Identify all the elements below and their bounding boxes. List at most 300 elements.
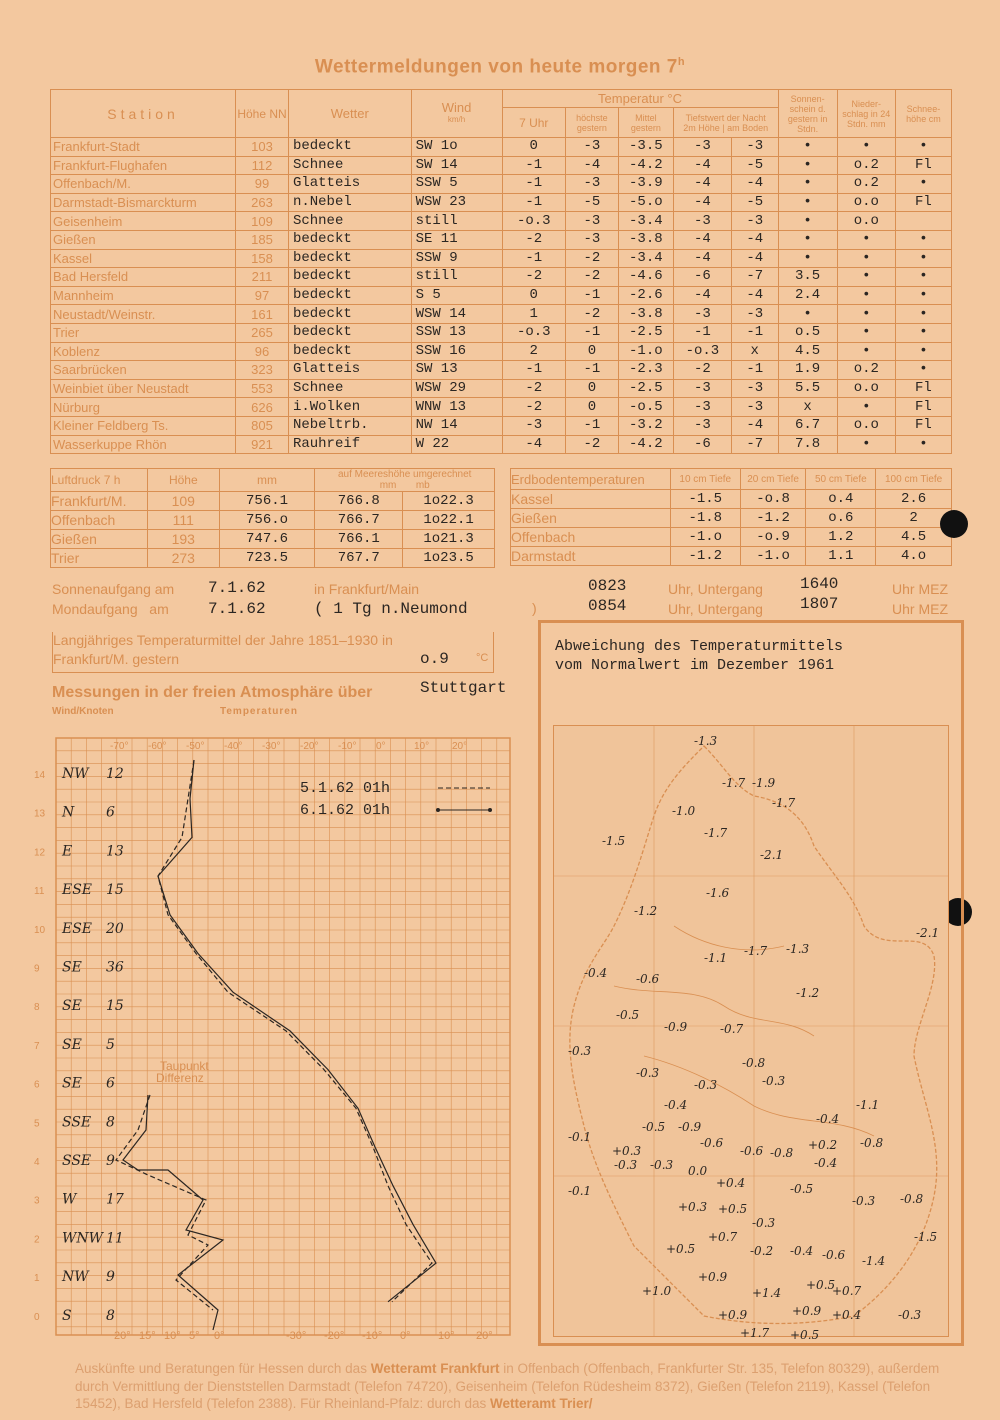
table-row [51, 286, 952, 305]
bottom-tick-label: 0° [400, 1330, 411, 1342]
temp-7uhr: 2 [502, 342, 565, 361]
temp-mittel: -2.6 [618, 286, 673, 305]
temp-mittel: -3.9 [618, 175, 673, 194]
table-row [51, 305, 952, 324]
temp-max: 0 [565, 398, 618, 417]
table-row [51, 492, 495, 511]
map-value: +0.5 [806, 1278, 836, 1292]
map-value: +1.4 [752, 1286, 782, 1300]
top-tick-label: 20° [452, 741, 468, 752]
soil-20cm: -o.8 [740, 490, 806, 509]
dewpoint-curve-5162 [116, 1095, 213, 1310]
station-name: Frankfurt-Flughafen [51, 156, 236, 175]
temp-min-2m: -2 [673, 361, 731, 380]
table-row [51, 230, 952, 249]
top-tick-label: -40° [224, 741, 243, 752]
map-value: -0.4 [814, 1156, 838, 1170]
map-value: -1.5 [602, 834, 626, 848]
atmos-station: Stuttgart [420, 679, 507, 697]
station-height: 111 [147, 511, 219, 530]
bottom-tick-label: -20° [324, 1330, 345, 1342]
weather: Nebeltrb. [288, 416, 411, 435]
wind: SW 1o [411, 138, 502, 157]
pressure-sea-mb: 1o23.5 [403, 549, 495, 568]
sunshine: • [778, 193, 837, 212]
map-value: -1.7 [772, 796, 796, 810]
taupunkt-label: Taupunkt [160, 1059, 209, 1073]
temp-max: -2 [565, 268, 618, 287]
height-label: 3 [34, 1195, 40, 1207]
height-label: 14 [34, 770, 46, 781]
map-value: -1.3 [694, 734, 718, 748]
moonrise-row: Mondaufgang am 7.1.62 ( 1 Tg n.Neumond ) 0854 Uhr, Untergang 1807 Uhr MEZ [52, 595, 948, 618]
weather: bedeckt [288, 323, 411, 342]
map-value: +0.7 [708, 1230, 738, 1244]
map-value: +1.0 [642, 1284, 672, 1298]
snow: Fl [895, 416, 951, 435]
map-of-west-germany [553, 725, 949, 1342]
height-label: 2 [34, 1234, 40, 1246]
map-value: -0.6 [636, 972, 660, 986]
temperature-curve-5162 [158, 760, 432, 1302]
temp-mittel: -1.o [618, 342, 673, 361]
temp-7uhr: -o.3 [502, 212, 565, 231]
wind-speed: 20 [106, 920, 124, 937]
wind: S 5 [411, 286, 502, 305]
col-meereshoehe: auf Meereshöhe umgerechnet mm mb [315, 469, 495, 492]
table-row [51, 398, 952, 417]
precip: • [837, 230, 895, 249]
temp-min-2m: -4 [673, 193, 731, 212]
map-value: +0.3 [612, 1144, 642, 1158]
col-temperatur: Temperatur °C [502, 90, 778, 108]
wind-direction: SSE [62, 1153, 92, 1169]
map-value: +0.5 [666, 1242, 696, 1256]
temp-mittel: -3.4 [618, 249, 673, 268]
temp-min-2m: -1 [673, 323, 731, 342]
snow: • [895, 249, 951, 268]
temp-min-boden: -4 [731, 286, 778, 305]
table-row [51, 156, 952, 175]
soil-100cm: 2 [876, 509, 952, 528]
col-station: Station [51, 90, 236, 138]
map-value: -0.3 [752, 1216, 776, 1230]
temperature-curve-6162 [158, 760, 436, 1302]
snow [895, 212, 951, 231]
table-row [511, 509, 952, 528]
soil-20cm: -1.o [740, 547, 806, 566]
snow: • [895, 361, 951, 380]
temp-min-2m: -4 [673, 230, 731, 249]
sunshine: 4.5 [778, 342, 837, 361]
col-7uhr: 7 Uhr [502, 108, 565, 138]
station-name: Kleiner Feldberg Ts. [51, 416, 236, 435]
map-value: -1.1 [704, 951, 728, 965]
temp-min-boden: -3 [731, 398, 778, 417]
station-name: Weinbiet über Neustadt [51, 379, 236, 398]
snow: • [895, 342, 951, 361]
col-wind: Wind km/h [411, 90, 502, 138]
map-panel [538, 620, 964, 1346]
station-height: 265 [236, 323, 289, 342]
wind: SSW 16 [411, 342, 502, 361]
langj-label-2: Frankfurt/M. gestern [53, 651, 180, 667]
wind: SW 13 [411, 361, 502, 380]
station-name: Wasserkuppe Rhön [51, 435, 236, 454]
temp-min-boden: -3 [731, 212, 778, 231]
col-hoehe: Höhe NN [236, 90, 289, 138]
atmos-wind-label: Wind/Knoten [52, 706, 114, 717]
weather: bedeckt [288, 268, 411, 287]
table-row [511, 490, 952, 509]
wind-direction: WNW [62, 1230, 104, 1247]
bottom-tick-label: 10° [438, 1330, 455, 1342]
map-value: -0.4 [584, 966, 608, 980]
map-title-1: Abweichung des Temperaturmittels [555, 638, 844, 655]
map-value: -1.7 [704, 826, 728, 840]
map-value: -1.1 [856, 1098, 880, 1112]
temp-max: -4 [565, 156, 618, 175]
table-row [51, 193, 952, 212]
precip: • [837, 138, 895, 157]
temp-7uhr: 0 [502, 286, 565, 305]
temp-min-boden: -1 [731, 323, 778, 342]
pressure-mm: 756.1 [219, 492, 315, 511]
station-name: Darmstadt [511, 547, 671, 566]
temp-min-2m: -3 [673, 138, 731, 157]
temp-mittel: -3.4 [618, 212, 673, 231]
temp-min-boden: -4 [731, 416, 778, 435]
wind: SW 14 [411, 156, 502, 175]
footer-text: Auskünfte und Beratungen für Hessen durch das Wetteramt Frankfurt in Offenbach (Offenbach, Frankfurter Str. 135, Telefon 80329), außerdem durch Vermittlung der Dienststellen Darmstadt (Telefon 74720), Geisenheim (Telefon Rüdesheim 8372), Gießen (Telefon 2119), Kassel (Telefon 15452), Bad Hersfeld (Telefon 2388). Für Rheinland-Pfalz: durch das Wetteramt Trier/ [75, 1361, 940, 1411]
station-height: 193 [147, 530, 219, 549]
station-height: 97 [236, 286, 289, 305]
station-name: Offenbach [51, 511, 148, 530]
temp-mittel: -3.8 [618, 230, 673, 249]
wind-speed: 15 [106, 998, 124, 1015]
table-row [51, 511, 495, 530]
map-value: -0.3 [898, 1308, 922, 1322]
luftdruck-table [50, 468, 495, 568]
snow: • [895, 138, 951, 157]
temp-7uhr: -2 [502, 230, 565, 249]
map-value: -0.3 [762, 1074, 786, 1088]
weather: Schnee [288, 212, 411, 231]
sunshine: • [778, 138, 837, 157]
height-label: 0 [34, 1311, 40, 1323]
precip: • [837, 286, 895, 305]
col-mm: mm [219, 469, 315, 492]
col-mittel: Mittel gestern [618, 108, 673, 138]
pressure-sea-mb: 1o22.3 [403, 492, 495, 511]
map-value: -0.6 [822, 1248, 846, 1262]
temp-mittel: -o.5 [618, 398, 673, 417]
temp-min-2m: -3 [673, 379, 731, 398]
height-label: 1 [34, 1273, 40, 1285]
table-row [51, 249, 952, 268]
col-wetter: Wetter [288, 90, 411, 138]
temp-min-boden: -5 [731, 193, 778, 212]
sunshine: 6.7 [778, 416, 837, 435]
map-value: -0.3 [694, 1078, 718, 1092]
map-value: +1.7 [740, 1326, 770, 1340]
bottom-tick-label: -30° [286, 1330, 307, 1342]
temp-min-boden: -3 [731, 305, 778, 324]
map-value: -1.7 [722, 776, 746, 790]
temp-7uhr: -2 [502, 398, 565, 417]
wind-speed: 5 [106, 1036, 115, 1053]
weather: Rauhreif [288, 435, 411, 454]
height-label: 8 [34, 1002, 40, 1014]
map-value: -2.1 [916, 926, 940, 940]
table-row [51, 530, 495, 549]
sunshine: 5.5 [778, 379, 837, 398]
soil-100cm: 4.o [876, 547, 952, 566]
map-value: +0.5 [790, 1328, 820, 1342]
map-value: -2.1 [760, 848, 784, 862]
soil-10cm: -1.o [670, 528, 740, 547]
table-row [51, 342, 952, 361]
wind-direction: SE [62, 959, 82, 976]
map-value: -0.3 [650, 1158, 674, 1172]
langj-label-1: Langjähriges Temperaturmittel der Jahre 1851–1930 in [53, 632, 393, 648]
station-name: Saarbrücken [51, 361, 236, 380]
map-value: -1.0 [672, 804, 696, 818]
weather: bedeckt [288, 286, 411, 305]
map-value: -0.2 [750, 1244, 774, 1258]
temp-mittel: -3.2 [618, 416, 673, 435]
temp-mittel: -4.2 [618, 156, 673, 175]
table-row [51, 416, 952, 435]
station-height: 805 [236, 416, 289, 435]
temp-min-boden: -3 [731, 138, 778, 157]
col-nieder: Nieder- schlag in 24 Stdn. mm [837, 90, 895, 138]
temp-mittel: -2.5 [618, 323, 673, 342]
snow: Fl [895, 398, 951, 417]
col-luftdruck: Luftdruck 7 h [51, 469, 148, 492]
bottom-tick-label: 10° [164, 1330, 181, 1342]
wind-direction: ESE [62, 920, 93, 937]
precip: o.2 [837, 156, 895, 175]
legend-label: 6.1.62 01h [300, 802, 391, 819]
station-height: 112 [236, 156, 289, 175]
sunshine: x [778, 398, 837, 417]
punch-hole [940, 510, 968, 538]
top-tick-label: -20° [300, 741, 319, 752]
station-name: Gießen [51, 230, 236, 249]
map-value: -0.8 [770, 1146, 794, 1160]
temp-min-boden: -4 [731, 175, 778, 194]
temp-min-boden: x [731, 342, 778, 361]
col-100cm: 100 cm Tiefe [876, 469, 952, 490]
precip: o.2 [837, 361, 895, 380]
snow: • [895, 230, 951, 249]
bottom-tick-label: 5° [189, 1330, 200, 1342]
snow: • [895, 286, 951, 305]
map-value: +0.4 [716, 1176, 746, 1190]
wind-direction: SE [62, 1075, 82, 1092]
height-label: 12 [34, 847, 46, 859]
map-value: -0.8 [900, 1192, 924, 1206]
weather: n.Nebel [288, 193, 411, 212]
precip: • [837, 435, 895, 454]
precip: • [837, 342, 895, 361]
weather: Glatteis [288, 361, 411, 380]
map-value: +0.3 [678, 1200, 708, 1214]
weather: Schnee [288, 156, 411, 175]
temp-mittel: -3.8 [618, 305, 673, 324]
map-value: 0.0 [688, 1164, 708, 1178]
pressure-sea-mm: 767.7 [315, 549, 403, 568]
col-hoehe: Höhe [147, 469, 219, 492]
sunshine: 2.4 [778, 286, 837, 305]
temp-max: -2 [565, 305, 618, 324]
wind-direction: S [62, 1307, 72, 1324]
soil-10cm: -1.5 [670, 490, 740, 509]
height-label: 6 [34, 1079, 40, 1091]
bottom-tick-label: 15° [139, 1330, 156, 1342]
map-value: -0.9 [664, 1020, 688, 1034]
wind-direction: NW [62, 1269, 89, 1286]
temp-mittel: -2.5 [618, 379, 673, 398]
col-sonne: Sonnen- schein d. gestern in Stdn. [778, 90, 837, 138]
snow: • [895, 175, 951, 194]
temp-min-2m: -4 [673, 156, 731, 175]
temp-min-boden: -5 [731, 156, 778, 175]
wind-speed: 8 [106, 1114, 115, 1131]
pressure-sea-mm: 766.7 [315, 511, 403, 530]
temp-7uhr: -o.3 [502, 323, 565, 342]
station-height: 273 [147, 549, 219, 568]
wind-speed: 15 [106, 882, 124, 899]
map-value: +0.9 [792, 1304, 822, 1318]
legend-marker [488, 808, 492, 812]
snow: Fl [895, 156, 951, 175]
top-tick-label: 0° [376, 741, 386, 752]
map-value: -1.3 [786, 942, 810, 956]
col-schnee: Schnee- höhe cm [895, 90, 951, 138]
height-label: 10 [34, 924, 46, 936]
station-height: 109 [236, 212, 289, 231]
station-name: Koblenz [51, 342, 236, 361]
map-value: -0.4 [790, 1244, 814, 1258]
map-value: -0.3 [852, 1194, 876, 1208]
top-tick-label: -10° [338, 741, 357, 752]
map-value: -1.6 [706, 886, 730, 900]
station-name: Kassel [511, 490, 671, 509]
wind-direction: W [62, 1191, 77, 1208]
table-row [51, 379, 952, 398]
sunshine: • [778, 249, 837, 268]
map-value: -0.6 [700, 1136, 724, 1150]
wind-direction: SSE [62, 1114, 92, 1131]
wind: NW 14 [411, 416, 502, 435]
map-value: -0.5 [790, 1182, 814, 1196]
station-height: 103 [236, 138, 289, 157]
station-height: 921 [236, 435, 289, 454]
wind-direction: N [62, 804, 75, 821]
wind-direction: SE [62, 1036, 82, 1053]
height-label: 5 [34, 1118, 40, 1130]
temp-7uhr: -2 [502, 268, 565, 287]
map-value: -1.2 [634, 904, 658, 918]
wind: W 22 [411, 435, 502, 454]
map-value: -1.2 [796, 986, 820, 1000]
table-row [51, 268, 952, 287]
col-10cm: 10 cm Tiefe [670, 469, 740, 490]
temp-7uhr: -2 [502, 379, 565, 398]
temp-max: -3 [565, 175, 618, 194]
legend-marker [436, 808, 440, 812]
sunshine: • [778, 230, 837, 249]
temp-7uhr: -1 [502, 193, 565, 212]
weather: bedeckt [288, 230, 411, 249]
height-label: 11 [34, 886, 45, 898]
height-label: 9 [34, 963, 40, 975]
bottom-tick-label: 0° [214, 1330, 225, 1342]
station-name: Trier [51, 323, 236, 342]
temp-min-2m: -o.3 [673, 342, 731, 361]
col-50cm: 50 cm Tiefe [806, 469, 876, 490]
top-tick-label: -30° [262, 741, 281, 752]
height-label: 7 [34, 1040, 40, 1052]
wind: WSW 14 [411, 305, 502, 324]
map-value: +0.9 [718, 1308, 748, 1322]
wind-direction: ESE [62, 882, 93, 899]
langj-unit: °C [476, 652, 489, 664]
top-tick-label: -70° [110, 741, 129, 752]
temp-min-2m: -4 [673, 286, 731, 305]
col-hoechste: höchste gestern [565, 108, 618, 138]
weather: Glatteis [288, 175, 411, 194]
station-name: Offenbach [511, 528, 671, 547]
temp-max: -1 [565, 323, 618, 342]
temp-max: -3 [565, 138, 618, 157]
temp-min-2m: -4 [673, 249, 731, 268]
station-name: Offenbach/M. [51, 175, 236, 194]
soil-50cm: 1.1 [806, 547, 876, 566]
wind-direction: NW [62, 766, 89, 782]
table-row [51, 549, 495, 568]
precip: • [837, 268, 895, 287]
temp-min-boden: -4 [731, 230, 778, 249]
pressure-sea-mb: 1o21.3 [403, 530, 495, 549]
table-row [51, 138, 952, 157]
wind-speed: 8 [106, 1307, 115, 1324]
sunshine: • [778, 156, 837, 175]
wind-direction: E [62, 843, 73, 860]
map-value: -0.4 [664, 1098, 688, 1112]
map-value: -0.1 [568, 1130, 592, 1144]
map-value: +0.2 [808, 1138, 838, 1152]
temp-min-2m: -3 [673, 305, 731, 324]
map-value: +0.9 [698, 1270, 728, 1284]
snow: Fl [895, 193, 951, 212]
sunrise-row: Sonnenaufgang am 7.1.62 in Frankfurt/Main 0823 Uhr, Untergang 1640 Uhr MEZ [52, 575, 948, 597]
temp-7uhr: 1 [502, 305, 565, 324]
map-title-2: vom Normalwert im Dezember 1961 [555, 657, 835, 674]
precip: o.o [837, 193, 895, 212]
temp-max: -5 [565, 193, 618, 212]
weather: bedeckt [288, 305, 411, 324]
temp-min-2m: -3 [673, 416, 731, 435]
station-name: Geisenheim [51, 212, 236, 231]
soil-100cm: 2.6 [876, 490, 952, 509]
wind-direction: SE [62, 998, 82, 1015]
wind-speed: 11 [106, 1230, 124, 1247]
station-height: 158 [236, 249, 289, 268]
temp-max: -1 [565, 361, 618, 380]
